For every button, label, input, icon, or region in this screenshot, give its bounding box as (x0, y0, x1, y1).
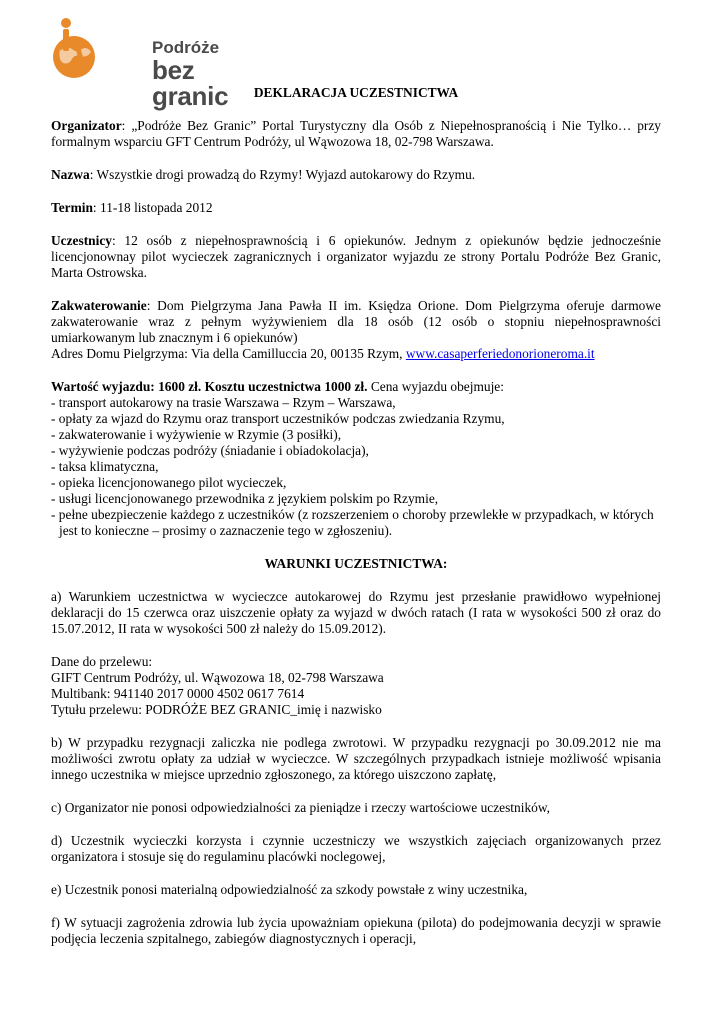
name-label: Nazwa (51, 167, 90, 182)
term-label: Termin (51, 200, 93, 215)
term-text: : 11-18 listopada 2012 (92, 200, 213, 215)
logo (50, 17, 230, 111)
accommodation-text: : Dom Pielgrzyma Jana Pawła II im. Księdza Orione. Dom Pielgrzyma oferuje darmowe zakwaterowanie wraz z pełnym wyżywieniem dla 18 osób (12 osób o stopniu niepełnosprawności umiarkowanym lub znacznym i 6 opiekunów) (51, 298, 661, 345)
transfer-line: Tytułu przelewu: PODRÓŻE BEZ GRANIC_imię i nazwisko (51, 702, 382, 717)
transfer-line: Dane do przelewu: (51, 654, 153, 669)
accommodation-link[interactable]: www.casaperferiedonorioneroma.it (405, 346, 595, 361)
name-text: : Wszystkie drogi prowadzą do Rzymy! Wyjazd autokarowy do Rzymu. (89, 167, 476, 182)
term-paragraph (51, 200, 661, 216)
page-title: DEKLARACJA UCZESTNICTWA (253, 85, 459, 100)
condition-d: d) Uczestnik wycieczki korzysta i czynnie uczestniczy we wszystkich zajęciach organizowanych przez organizatora i stosuje się do regulaminu placówki noclegowej, (51, 833, 661, 864)
list-item: - opieka licencjonowanego pilot wycieczek, (51, 475, 287, 490)
name-paragraph (51, 167, 661, 183)
condition-a: a) Warunkiem uczestnictwa w wycieczce autokarowej do Rzymu jest przesłanie prawidłowo wypełnionej deklaracji do 15 czerwca oraz uiszczenie opłaty za wyjazd w dwóch ratach (I rata w wysokości 500 zł oraz do 15.07.2012, II rata w wysokości 500 zł należy do 15.09.2012). (51, 589, 661, 636)
value-label: Wartość wyjazdu: 1600 zł. Kosztu uczestnictwa 1000 zł. (51, 379, 368, 394)
document (51, 85, 661, 964)
organizer-text: : „Podróże Bez Granic” Portal Turystyczny dla Osób z Niepełnospranością i Nie Tylko… przy formalnym wsparciu GFT Centrum Podróży, ul Wąwozowa 18, 02-798 Warszawa. (51, 118, 661, 149)
condition-c: c) Organizator nie ponosi odpowiedzialności za pieniądze i rzeczy wartościowe uczestników, (51, 800, 550, 815)
accommodation-label: Zakwaterowanie (51, 298, 147, 313)
list-item: - usługi licencjonowanego przewodnika z językiem polskim po Rzymie, (51, 491, 439, 506)
transfer-line: Multibank: 941140 2017 0000 4502 0617 7614 (51, 686, 305, 701)
condition-f: f) W sytuacji zagrożenia zdrowia lub życia upoważniam opiekuna (pilota) do podejmowania decyzji w sprawie podjęcia leczenia szpitalnego, zabiegów diagnostycznych i operacji, (51, 915, 661, 946)
logo-line2: bez granic (152, 55, 229, 111)
list-item: - transport autokarowy na trasie Warszawa – Rzym – Warszawa, (51, 395, 396, 410)
transfer-details (51, 654, 661, 718)
organizer-label: Organizator (51, 118, 122, 133)
list-item: - zakwaterowanie i wyżywienie w Rzymie (3 posiłki), (51, 427, 342, 442)
organizer-paragraph (51, 118, 661, 150)
participants-text: : 12 osób z niepełnosprawnością i 6 opiekunów. Jednym z opiekunów będzie jednocześnie licencjonownay pilot wycieczek zagranicznych i organizator wyjazdu ze strony Portalu Podróże Bez Granic, Marta Ostrowska. (51, 233, 661, 280)
condition-b: b) W przypadku rezygnacji zaliczka nie podlega zwrotowi. W przypadku rezygnacji po 30.09.2012 nie ma możliwości zwrotu opłaty za udział w wycieczce. W szczególnych przypadkach istnieje możliwość wpisania innego uczestnika w miejsce uprzednio zgłoszonego, za którego uiszczono zapłatę, (51, 735, 661, 782)
transfer-line: GIFT Centrum Podróży, ul. Wąwozowa 18, 02-798 Warszawa (51, 670, 384, 685)
value-heading (51, 379, 661, 395)
participants-label: Uczestnicy (51, 233, 112, 248)
accommodation-address (51, 346, 661, 362)
condition-e: e) Uczestnik ponosi materialną odpowiedzialność za szkody powstałe z winy uczestnika, (51, 882, 528, 897)
list-item: - taksa klimatyczna, (51, 459, 159, 474)
conditions-title: WARUNKI UCZESTNICTWA: (264, 556, 448, 571)
accommodation-paragraph (51, 298, 661, 346)
logo-line1: Podróże (152, 38, 220, 57)
list-item: - opłaty za wjazd do Rzymu oraz transport uczestników podczas zwiedzania Rzymu, (51, 411, 505, 426)
list-item: - pełne ubezpieczenie każdego z uczestników (z rozszerzeniem o choroby przewlekłe w przypadkach, w których jest to konieczne – prosimy o zaznaczenie tego w zgłoszeniu). (51, 507, 654, 538)
value-section (51, 379, 661, 539)
list-item: - wyżywienie podczas podróży (śniadanie i obiadokolacja), (51, 443, 369, 458)
value-text: Cena wyjazdu obejmuje: (367, 379, 504, 394)
address-text: Adres Domu Pielgrzyma: Via della Camilluccia 20, 00135 Rzym, (51, 346, 406, 361)
participants-paragraph (51, 233, 661, 281)
